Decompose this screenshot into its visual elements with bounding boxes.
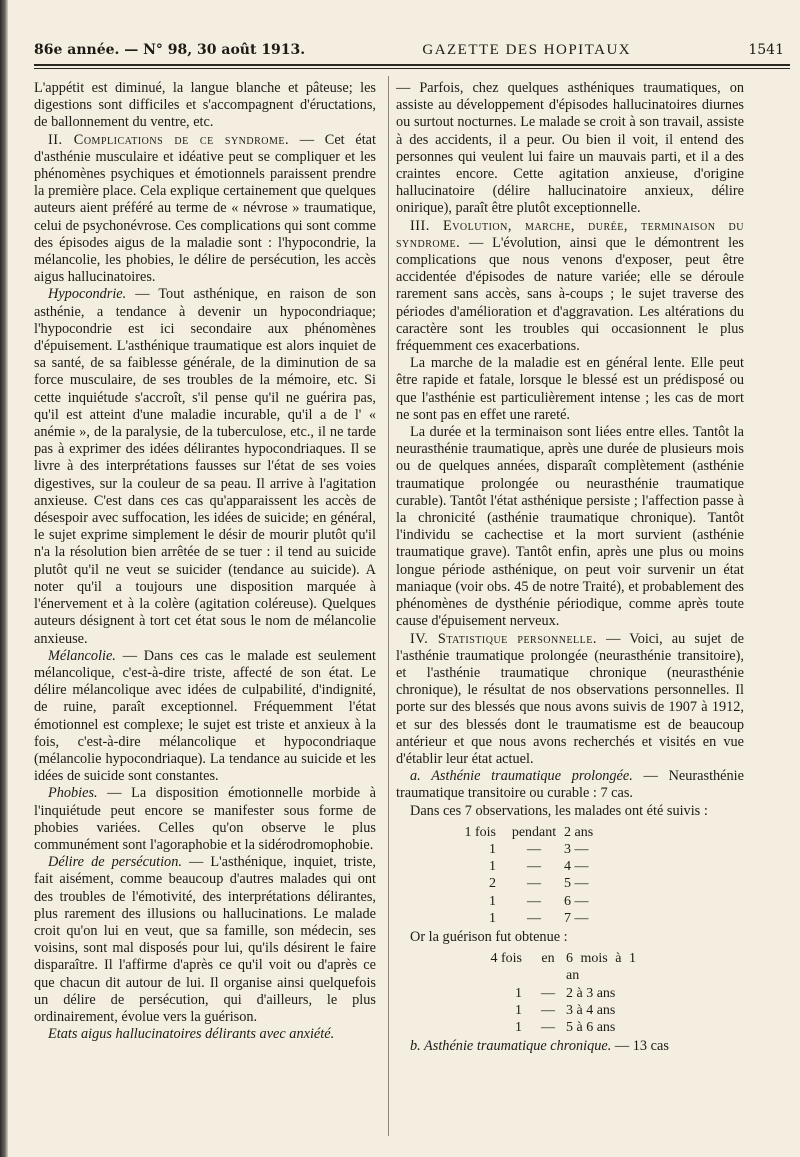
table-cell: 6 — — [564, 893, 589, 909]
left-column — [34, 80, 376, 1043]
paragraph: — Parfois, chez quelques asthéniques traumatiques, on assiste au développement d'épisodes hallucinatoires diurnes ou surtout nocturnes. Le malade se croit à son travail, assiste à des accidents, il a peur. Ou bien il voit, il entend des personnes qui veulent lui faire un mauvais parti, et il a des craintes encore. Cette agitation anxieuse, d'origine hallucinatoire (délire hallucinatoire anxieux, délire onirique), paraît être plutôt exceptionnelle. — [396, 80, 744, 217]
follow-up-table — [396, 824, 744, 927]
table-cell: — — [527, 910, 541, 926]
table-cell: — — [541, 985, 555, 1001]
subsection-heading: Mélancolie. — [48, 647, 116, 664]
section-heading: IV. Statistique personnelle. — [410, 630, 597, 647]
table-cell: pendant — [511, 824, 557, 840]
page-number: 1541 — [748, 42, 784, 58]
subsection-heading: Phobies. — [48, 785, 98, 802]
table-cell: 1 — [515, 985, 522, 1001]
paragraph — [34, 648, 376, 786]
paragraph-text: — 13 cas — [611, 1038, 669, 1055]
paragraph-text: — Neurasthénie traumatique transitoire ou curable : 7 cas. — [396, 768, 744, 802]
table-row — [396, 985, 744, 1002]
paragraph — [396, 631, 744, 769]
issue-line: 86e année. — N° 98, 30 août 1913. — [34, 42, 306, 58]
table-cell: 5 à 6 ans — [566, 1019, 616, 1035]
paragraph — [34, 854, 376, 1026]
table-cell: 6 mois à 1 an — [566, 951, 636, 984]
subsection-heading: Etats aigus hallucinatoires délirants avec anxiété. — [48, 1026, 335, 1043]
paragraph-text: — Dans ces cas le malade est seulement mélancolique, c'est-à-dire triste, affecté de son état. Le délire mélancolique avec idées de culpabilité, d'indignité, de ruine, paraît exceptionnel. Fréquemment l'état émotionnel est complexe; le sujet est triste et anxieux à la fois, c'est-à-dire mélancolique et hypocondriaque (mélancolie hypocondriaque). La tendance au suicide et les idées de suicide sont constantes. — [34, 647, 376, 785]
table-cell: 3 à 4 ans — [566, 1002, 616, 1018]
table-row — [396, 1002, 744, 1019]
table-cell: 1 fois — [464, 824, 496, 840]
table-row — [396, 841, 744, 858]
header-rule-thick — [34, 64, 790, 66]
paragraph-text: — Cet état d'asthénie musculaire et idéative peut se compliquer et les phénomènes psychiques et émotionnels paraissent prendre la première place. Cela explique certainement que quelques auteurs aient préféré au terme de « névrose » traumatique, celui de psychonévrose. Ces complications qui sont comme des épisodes aigus de la maladie sont : l'hypocondrie, la mélancolie, les phobies, le délire de persécution, les accès aigus hallucinatoires. — [34, 131, 376, 286]
table-row — [396, 858, 744, 875]
paragraph — [34, 132, 376, 287]
table-cell: en — [541, 951, 555, 967]
table-cell: — — [527, 893, 541, 909]
paragraph: Or la guérison fut obtenue : — [410, 928, 568, 945]
running-header — [34, 42, 784, 64]
table-cell: 1 — [515, 1002, 522, 1018]
table-cell: 7 — — [564, 910, 589, 926]
table-cell: 1 — [489, 910, 496, 926]
subsection-heading: b. Asthénie traumatique chronique. — [410, 1038, 612, 1055]
section-heading: II. Complications de ce syndrome. — [48, 131, 290, 148]
right-column — [396, 80, 744, 1055]
table-cell: 1 — [489, 841, 496, 857]
paragraph-text: — Voici, au sujet de l'asthénie traumatique prolongée (neurasthénie transitoire), et l'asthénie traumatique chronique (neurasthénie chronique), le résultat de nos observations personnelles. Il porte sur des blessés que nous avons suivis de 1907 à 1912, et sur des blessés dont le traumatisme est de beaucoup antérieur et que nous avons recherchés et visités en vue d'établir leur état actuel. — [396, 630, 744, 767]
table-cell: 5 — — [564, 876, 589, 892]
paragraph: L'appétit est diminué, la langue blanche et pâteuse; les digestions sont difficiles et s'accompagnent d'éructations, de ballonnement du ventre, etc. — [34, 80, 376, 131]
paragraph-text: — L'évolution, ainsi que le démontrent les complications que nous venons d'exposer, peut être accidentée d'épisodes de nature variée; elle se déroule rarement sans accès, sans à-coups ; le sujet traverse des périodes d'amélioration et d'aggravation. Les altérations du caractère sont les troubles qui occasionnent le plus fréquemment ces exacerbations. — [396, 234, 744, 355]
page-binding-edge — [0, 0, 8, 1157]
cure-table — [396, 950, 744, 1036]
paragraph-text: — Tout asthénique, en raison de son asthénie, a tendance à devenir un hypocondriaque; l'hypocondrie est ici secondaire aux phénomènes d'épuisement. L'asthénique traumatique est alors inquiet de sa santé, de sa faiblesse générale, de la diminution de sa force musculaire, de ses troubles de la mémoire, etc. Si cette inquiétude s'accroît, s'il pense qu'il ne guérira pas, qu'il est atteint d'une maladie incurable, qu'il a de l' « anémie », de la paralysie, de la tuberculose, etc., il ne tarde pas à exprimer des idées délirantes hypocondriaques. Il se livre à des interprétations fausses sur l'état de ses voies digestives, sur la couleur de sa peau. Il arrive à l'agitation anxieuse. C'est dans ces cas qu'apparaissent les accès de désespoir avec suffocation, les idées de suicide; en général, le sujet exprime simplement le désir de mourir plutôt qu'il n'a la résolution bien arrêtée de se tuer : il tend au suicide plutôt qu'il ne veut se suicider (tendance au suicide). A noter qu'il a toujours une disposition marquée à l'énervement et à la colère (agitation coléreuse). Quelques auteurs désignent à tort cet état sous le nom de mélancolie anxieuse. — [34, 286, 376, 647]
subsection-heading: Délire de persécution. — [48, 854, 182, 871]
table-cell: 2 à 3 ans — [566, 985, 616, 1001]
paragraph — [34, 286, 376, 647]
paragraph — [396, 1038, 744, 1055]
table-cell: — — [527, 841, 541, 857]
paragraph-text: — L'asthénique, inquiet, triste, fait aisément, comme beaucoup d'autres malades qui ont des troubles de l'émotivité, des interprétations délirantes, plus rarement des illusions ou hallucinations. Le malade croit qu'on lui en veut, que sa famille, son médecin, ses voisins, sont mal disposés pour lui, qu'ils désirent le faire disparaître. Il l'affirme d'après ce qu'il voit ou d'après ce que chacun dit autour de lui. Il organise ainsi quelquefois un délire de persécution, qui d'ailleurs, le plus ordinairement, évolue vers la guérison. — [34, 854, 376, 1025]
paragraph — [396, 218, 744, 356]
table-cell: — — [527, 876, 541, 892]
subsection-heading: Hypocondrie. — [48, 286, 127, 303]
table-cell: — — [527, 859, 541, 875]
header-rule-thin — [34, 68, 790, 69]
table-cell: 1 — [515, 1019, 522, 1035]
paragraph — [396, 768, 744, 802]
paragraph: Dans ces 7 observations, les malades ont été suivis : — [410, 802, 708, 819]
section-heading: III. Evolution, marche, durée, terminaison du syndrome. — [396, 217, 744, 251]
journal-title: GAZETTE DES HOPITAUX — [422, 42, 632, 58]
paragraph: La durée et la terminaison sont liées entre elles. Tantôt la neurasthénie traumatique, après une durée de plusieurs mois ou de quelques années, disparaît complètement (asthénie traumatique prolongée ou neurasthénie traumatique curable). Tantôt l'état asthénique persiste ; l'affection passe à la chronicité (asthénie traumatique chronique). Tantôt l'individu se cachectise et la mort survient (asthénie traumatique grave). Tantôt enfin, après une plus ou moins longue période asthénique, on peut voir survenir un état maniaque (voir obs. 45 de notre Traité), et probablement des phénomènes de dysthénie périodique, comme après toute cause d'épuisement nerveux. — [396, 424, 744, 630]
table-cell: — — [541, 1002, 555, 1018]
table-cell: 4 — — [564, 859, 589, 875]
table-cell: 3 — — [564, 841, 589, 857]
table-row — [396, 824, 744, 841]
column-divider — [388, 76, 389, 1136]
table-cell: 1 — [489, 859, 496, 875]
table-cell: — — [541, 1019, 555, 1035]
table-cell: 4 fois — [490, 951, 522, 967]
table-cell: 2 ans — [564, 824, 594, 840]
table-cell: 2 — [489, 876, 496, 892]
paragraph — [34, 785, 376, 854]
paragraph: La marche de la maladie est en général lente. Elle peut être rapide et fatale, lorsque le blessé est un prédisposé ou que l'asthénie est particulièrement intense ; les cas de mort ne sont pas en effet une rareté. — [396, 355, 744, 423]
table-row — [396, 875, 744, 892]
subsection-heading: a. Asthénie traumatique prolongée. — [410, 768, 633, 785]
table-cell: 1 — [489, 893, 496, 909]
table-row — [396, 1019, 744, 1036]
table-row — [396, 893, 744, 910]
table-row — [396, 910, 744, 927]
paragraph-text: — La disposition émotionnelle morbide à l'inquiétude peut encore se manifester sous forme de phobies variées. Celles qu'on observe le plus communément sont l'agoraphobie et la sidérodromophobie. — [34, 785, 376, 853]
table-row — [396, 950, 744, 984]
